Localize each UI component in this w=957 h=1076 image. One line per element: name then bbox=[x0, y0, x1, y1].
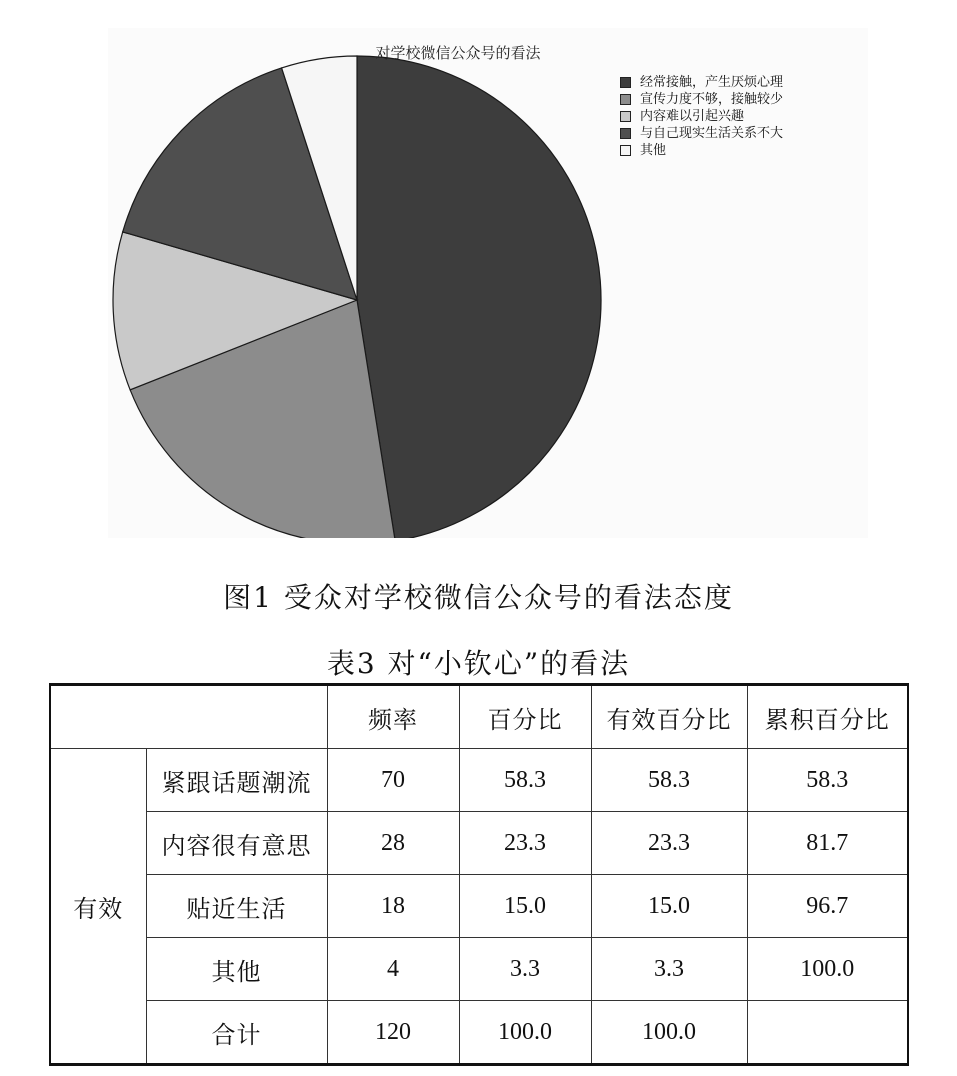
table-cell: 3.3 bbox=[459, 938, 591, 1001]
row-label: 其他 bbox=[146, 938, 327, 1001]
row-label: 紧跟话题潮流 bbox=[146, 749, 327, 812]
table-cell: 100.0 bbox=[747, 938, 908, 1001]
legend-item bbox=[620, 142, 783, 159]
legend-swatch bbox=[620, 77, 631, 88]
pie-slice bbox=[357, 56, 601, 538]
pie-chart bbox=[108, 28, 868, 538]
legend-label: 经常接触，产生厌烦心理 bbox=[640, 75, 784, 90]
table-cell: 3.3 bbox=[591, 938, 747, 1001]
group-label: 有效 bbox=[50, 749, 146, 1065]
legend-item bbox=[620, 125, 783, 142]
table-cell: 100.0 bbox=[591, 1001, 747, 1065]
table-cell: 70 bbox=[327, 749, 459, 812]
legend-item bbox=[620, 91, 783, 108]
table-cell: 15.0 bbox=[591, 875, 747, 938]
table-row bbox=[50, 812, 908, 875]
table-cell bbox=[747, 1001, 908, 1065]
table-cell: 23.3 bbox=[459, 812, 591, 875]
table-row bbox=[50, 875, 908, 938]
legend-swatch bbox=[620, 128, 631, 139]
legend-label: 内容难以引起兴趣 bbox=[640, 109, 745, 124]
table-cell: 58.3 bbox=[591, 749, 747, 812]
chart-title: 对学校微信公众号的看法 bbox=[375, 44, 541, 62]
table-cell: 81.7 bbox=[747, 812, 908, 875]
legend-swatch bbox=[620, 111, 631, 122]
chart-legend bbox=[620, 74, 783, 159]
column-header: 百分比 bbox=[459, 685, 591, 749]
table-cell: 120 bbox=[327, 1001, 459, 1065]
table-cell: 28 bbox=[327, 812, 459, 875]
legend-item bbox=[620, 74, 783, 91]
legend-swatch bbox=[620, 94, 631, 105]
row-label: 贴近生活 bbox=[146, 875, 327, 938]
column-header: 累积百分比 bbox=[747, 685, 908, 749]
table-cell: 23.3 bbox=[591, 812, 747, 875]
legend-label: 其他 bbox=[640, 143, 667, 158]
table-cell: 100.0 bbox=[459, 1001, 591, 1065]
table-cell: 4 bbox=[327, 938, 459, 1001]
row-label: 合计 bbox=[146, 1001, 327, 1065]
column-header: 有效百分比 bbox=[591, 685, 747, 749]
table-row bbox=[50, 938, 908, 1001]
table-cell: 58.3 bbox=[459, 749, 591, 812]
data-table bbox=[49, 683, 909, 1066]
table-cell: 96.7 bbox=[747, 875, 908, 938]
table-caption: 表3 对“小钦心”的看法 bbox=[326, 647, 631, 680]
table-cell: 15.0 bbox=[459, 875, 591, 938]
table-cell: 58.3 bbox=[747, 749, 908, 812]
legend-item bbox=[620, 108, 783, 125]
table-header-row bbox=[50, 685, 908, 749]
table-row bbox=[50, 749, 908, 812]
row-label: 内容很有意思 bbox=[146, 812, 327, 875]
column-header: 频率 bbox=[327, 685, 459, 749]
table-cell: 18 bbox=[327, 875, 459, 938]
legend-label: 与自己现实生活关系不大 bbox=[640, 126, 784, 141]
legend-swatch bbox=[620, 145, 631, 156]
header-empty-cell bbox=[50, 685, 327, 749]
table-row bbox=[50, 1001, 908, 1065]
figure-caption: 图1 受众对学校微信公众号的看法态度 bbox=[223, 581, 734, 614]
legend-label: 宣传力度不够，接触较少 bbox=[640, 92, 784, 107]
